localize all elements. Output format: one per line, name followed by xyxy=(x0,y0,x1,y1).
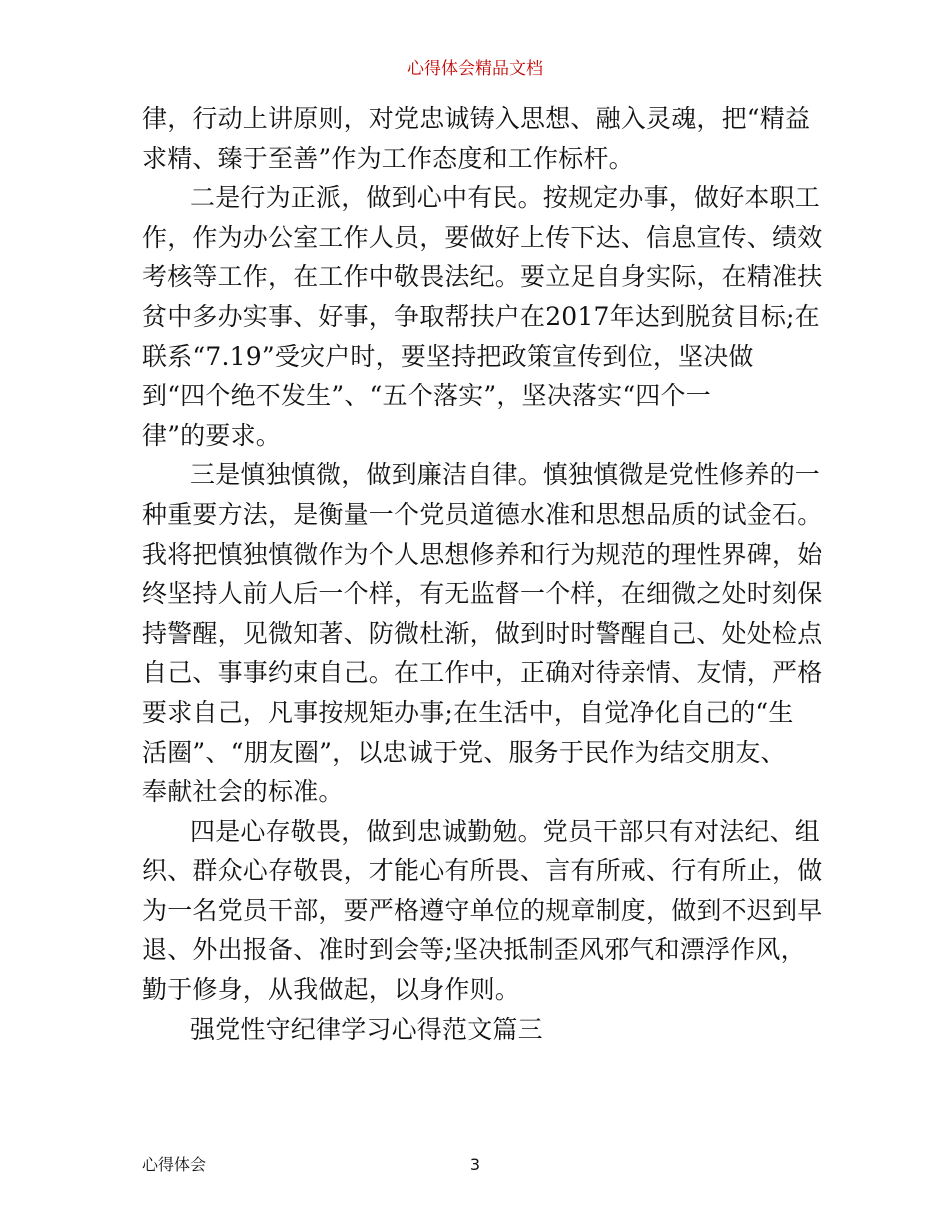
document-body xyxy=(142,99,823,1049)
text-line: 律”的要求。 xyxy=(142,420,281,450)
text-line: 勤于修身，从我做起，以身作则。 xyxy=(142,975,521,1005)
paragraph-start-line: 四是心存敬畏，做到忠诚勤勉。党员干部只有对法纪、组 xyxy=(190,816,821,846)
text-line: 律，行动上讲原则，对党忠诚铸入思想、融入灵魂，把“精益 xyxy=(142,104,811,133)
text-line: 终坚持人前人后一个样，有无监督一个样，在细微之处时刻保 xyxy=(142,579,823,609)
text-line: 贫中多办实事、好事，争取帮扶户在2017年达到脱贫目标;在 xyxy=(142,301,820,331)
text-line: 自己、事事约束自己。在工作中，正确对待亲情、友情，严格 xyxy=(142,658,823,688)
section-heading: 强党性守纪律学习心得范文篇三 xyxy=(190,1014,543,1044)
text-line: 退、外出报备、准时到会等;坚决抵制歪风邪气和漂浮作风， xyxy=(142,935,806,965)
text-line: 持警醒，见微知著、防微杜渐，做到时时警醒自己、处处检点 xyxy=(142,618,823,648)
footer-label: 心得体会 xyxy=(142,1155,207,1174)
text-line: 要求自己，凡事按规矩办事;在生活中，自觉净化自己的“生 xyxy=(142,697,794,727)
paragraph-start-line: 三是慎独慎微，做到廉洁自律。慎独慎微是党性修养的一 xyxy=(190,460,821,490)
text-line: 种重要方法，是衡量一个党员道德水准和思想品质的试金石。 xyxy=(142,499,823,529)
text-line: 联系“7.19”受灾户时，要坚持把政策宣传到位，坚决做 xyxy=(142,341,754,371)
text-line: 考核等工作，在工作中敬畏法纪。要立足自身实际，在精准扶 xyxy=(142,262,823,292)
text-line: 求精、臻于至善”作为工作态度和工作标杆。 xyxy=(142,143,634,173)
document-header-title: 心得体会精品文档 xyxy=(407,59,543,79)
text-line: 作，作为办公室工作人员，要做好上传下达、信息宣传、绩效 xyxy=(142,222,823,252)
text-line: 到“四个绝不发生”、“五个落实”，坚决落实“四个一 xyxy=(142,381,711,411)
text-line: 活圈”、“朋友圈”，以忠诚于党、服务于民作为结交朋友、 xyxy=(142,737,786,767)
text-line: 奉献社会的标准。 xyxy=(142,777,344,807)
page-number: 3 xyxy=(469,1155,481,1174)
paragraph-start-line: 二是行为正派，做到心中有民。按规定办事，做好本职工 xyxy=(190,183,821,213)
text-line: 为一名党员干部，要严格遵守单位的规章制度，做到不迟到早 xyxy=(142,895,823,925)
text-line: 织、群众心存敬畏，才能心有所畏、言有所戒、行有所止，做 xyxy=(142,856,823,886)
text-line: 我将把慎独慎微作为个人思想修养和行为规范的理性界碑，始 xyxy=(142,539,823,569)
